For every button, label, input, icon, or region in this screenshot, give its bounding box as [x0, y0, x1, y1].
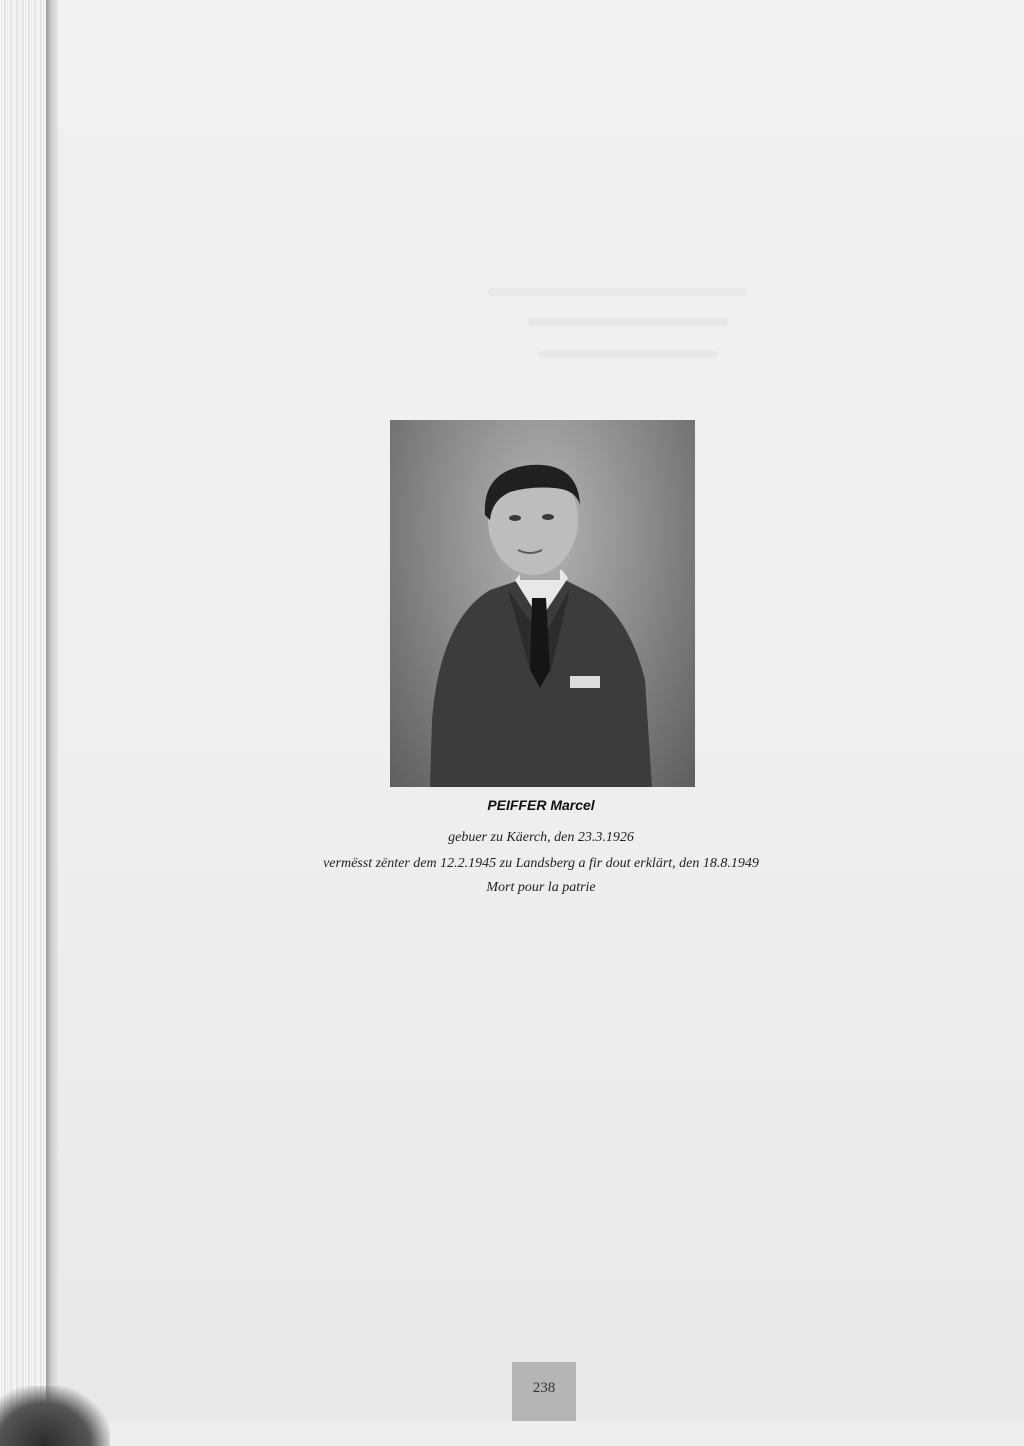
- person-name: PEIFFER Marcel: [487, 797, 595, 813]
- birth-line: gebuer zu Käerch, den 23.3.1926: [448, 830, 634, 845]
- thumb-shadow: [0, 1386, 110, 1446]
- page-number: 238: [512, 1362, 576, 1421]
- honor-line: Mort pour la patrie: [486, 880, 596, 895]
- portrait-photo: [390, 420, 695, 787]
- missing-line: vermësst zënter dem 12.2.1945 zu Landsberg a fir dout erklärt, den 18.8.1949: [323, 856, 759, 871]
- bleed-through-text: [528, 318, 728, 326]
- book-page-edges: [0, 0, 52, 1421]
- portrait-illustration: [390, 420, 695, 787]
- bleed-through-text: [488, 288, 748, 296]
- bleed-through-text: [538, 350, 718, 358]
